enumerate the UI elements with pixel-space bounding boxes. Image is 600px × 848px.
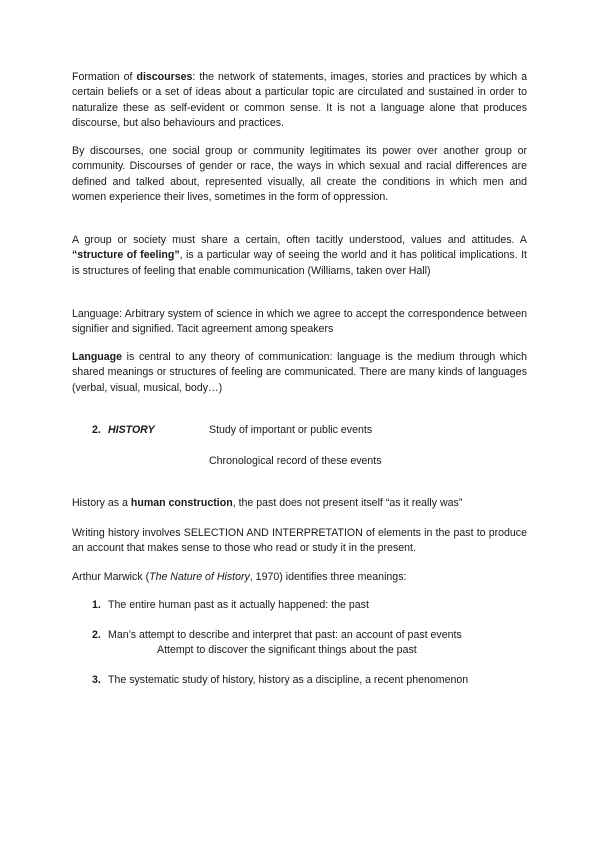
term-human-construction: human construction: [130, 497, 233, 509]
list-item-text: The systematic study of history, history as a discipline, a recent phenomenon: [108, 674, 469, 686]
section-number: 2.: [92, 424, 101, 436]
text: Formation of: [72, 71, 137, 83]
text: , is a particular way of seeing the world and it has political implications. It is structures of feeling that enable communication (Williams, taken over Hall): [72, 249, 527, 277]
list-item-number: 2.: [92, 629, 101, 641]
paragraph-writing-history: Writing history involves SELECTION AND INTERPRETATION of elements in the past to produce an account that makes sense to those who read or study it in the present.: [72, 527, 527, 555]
paragraph-discourses: [72, 70, 527, 132]
term-language: Language: [72, 351, 123, 363]
section-definition-1: Study of important or public events: [209, 424, 373, 436]
list-item-number: 1.: [92, 599, 101, 611]
text: History as a: [72, 497, 131, 509]
text: , the past does not present itself “as it really was”: [232, 497, 463, 509]
term-discourses: discourses: [136, 71, 193, 83]
list-item-subtext: Attempt to discover the significant things about the past: [157, 644, 417, 656]
term-structure-of-feeling: “structure of feeling”: [72, 249, 180, 262]
text: Arthur Marwick (: [72, 571, 150, 583]
text: A group or society must share a certain, often tacitly understood, values and attitudes. A: [72, 234, 527, 246]
list-item-text: Man’s attempt to describe and interpret that past: an account of past events: [108, 629, 462, 641]
paragraph-structure-of-feeling: [72, 233, 527, 279]
paragraph-discourse-power: By discourses, one social group or community legitimates its power over another group or community. Discourses of gender or race, the ways in which sexual and racial differences are defined and talked about, represented visually, all create the conditions in which men and women experience their lives, sometimes in the form of oppression.: [72, 145, 527, 204]
book-title: The Nature of History: [149, 571, 250, 583]
text: , 1970) identifies three meanings:: [249, 571, 407, 583]
paragraph-language-central: [72, 350, 527, 396]
paragraph-language-definition: Language: Arbitrary system of science in which we agree to accept the correspondence between signifier and signified. Tacit agreement among speakers: [72, 308, 527, 336]
text: : the network of statements, images, stories and practices by which a certain beliefs or a set of ideas about a particular topic are circulated and sustained in order to naturalize these as self-evident or common sense. It is not a language alone that produces discourse, but also behaviours and practices.: [72, 71, 527, 130]
paragraph-human-construction: [72, 496, 527, 511]
list-item-text: The entire human past as it actually happened: the past: [108, 599, 369, 611]
list-item-number: 3.: [92, 674, 101, 686]
section-definition-2: Chronological record of these events: [209, 455, 382, 467]
paragraph-marwick: [72, 570, 527, 585]
section-title: HISTORY: [108, 424, 155, 436]
text: is central to any theory of communication: language is the medium through which shared meanings or structures of feeling are communicated. There are many kinds of languages (verbal, visual, musical, body…): [72, 351, 527, 394]
